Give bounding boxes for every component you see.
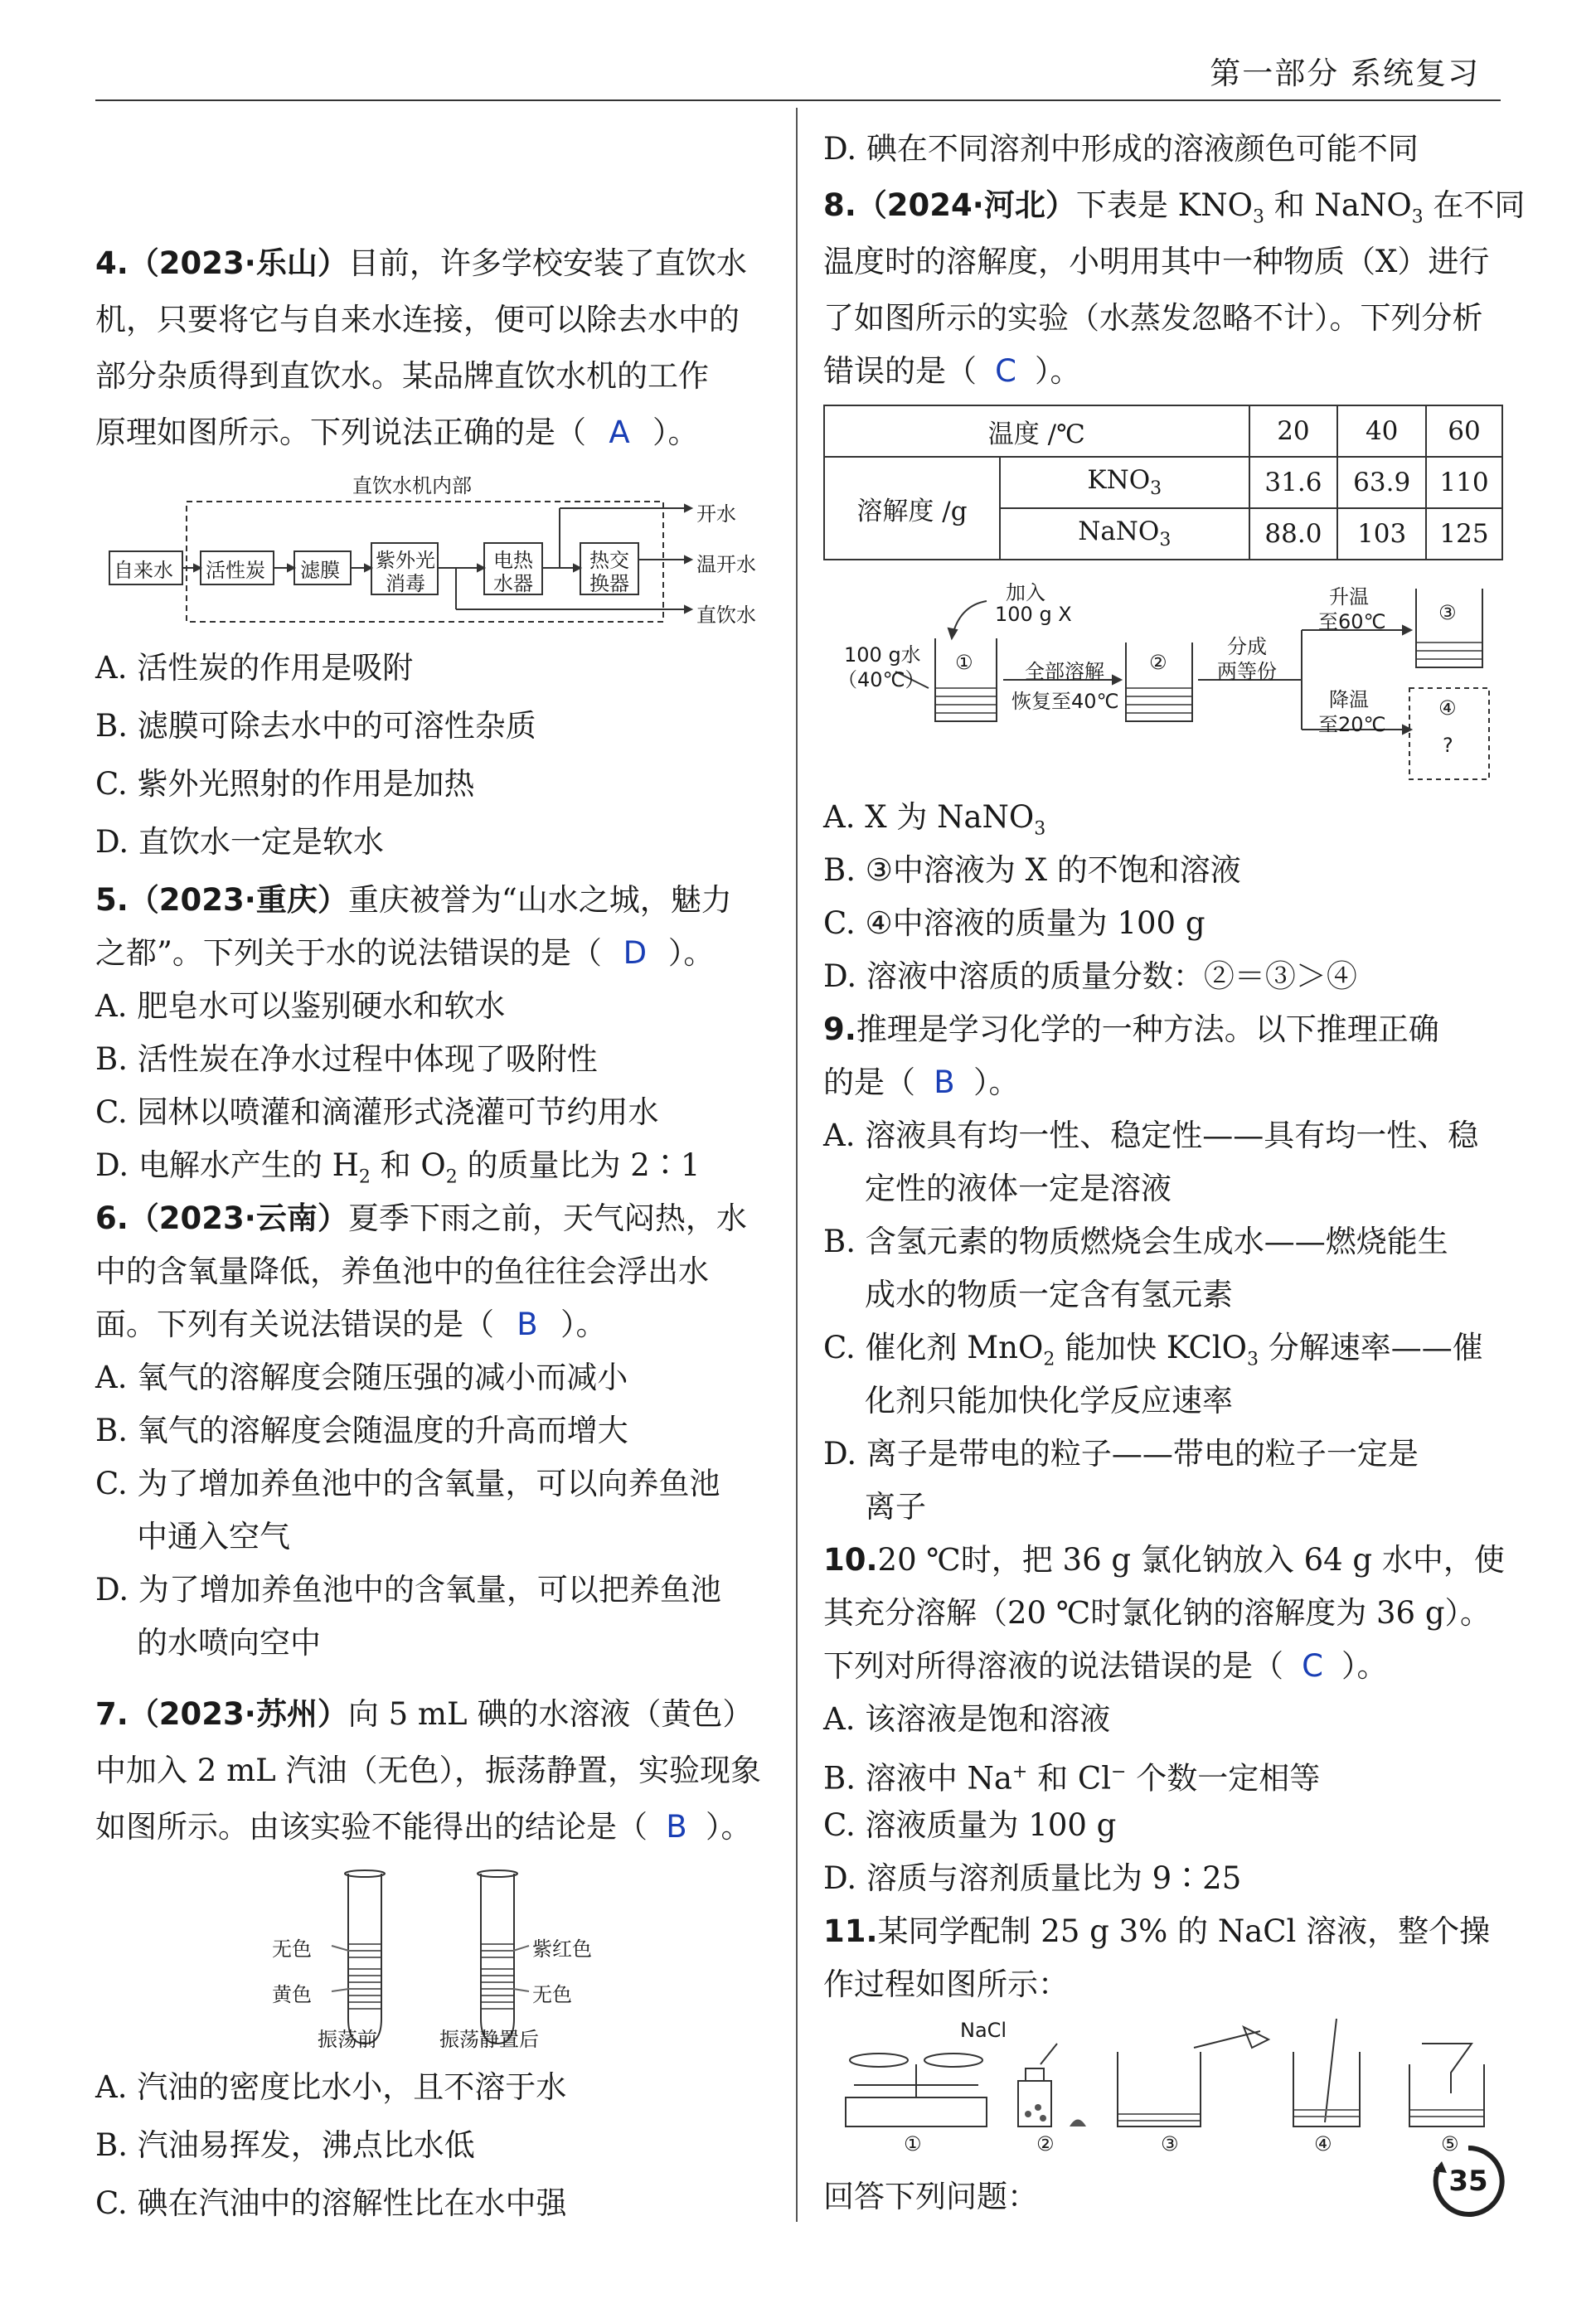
cool-label-2: 至20℃ (1318, 713, 1386, 736)
q5-d-text: D. 电解水产生的 H (95, 1147, 359, 1183)
q4-text: 原理如图所示。下列说法正确的是（ (95, 415, 586, 450)
output-boiling: 开水 (696, 502, 736, 526)
subscript: 3 (1411, 206, 1424, 228)
q5-d-text: 的质量比为 2∶1 (457, 1147, 701, 1183)
q7-stem-line3 (95, 1804, 752, 1850)
q4-option-c: C. 紫外光照射的作用是加热 (95, 766, 475, 802)
q7-stem-line1 (95, 1691, 753, 1738)
table-cell: 125 (1426, 508, 1502, 560)
table-cell: 88.0 (1249, 508, 1338, 560)
q7-option-c: C. 碘在汽油中的溶解性比在水中强 (95, 2185, 567, 2221)
step-2-mark: ② (1036, 2132, 1055, 2156)
q7-answer: B (666, 1809, 687, 1845)
q8-option-d: D. 溶液中溶质的质量分数：②＝③＞④ (823, 958, 1357, 994)
subscript: 3 (1246, 1349, 1259, 1370)
q5-text: ）。 (667, 935, 715, 971)
q6-text: 夏季下雨之前，天气闷热，水 (347, 1200, 747, 1236)
add-label-2: 100 g X (995, 603, 1072, 626)
q5-option-c: C. 园林以喷灌和滴灌形式浇灌可节约用水 (95, 1094, 659, 1130)
q6-option-c: C. 为了增加养鱼池中的含氧量，可以向养鱼池 (95, 1466, 720, 1501)
q4-stem-line2: 机，只要将它与自来水连接，便可以除去水中的 (95, 302, 740, 337)
q8-answer: C (995, 353, 1016, 389)
water-label-2: （40℃） (837, 668, 925, 691)
q9-stem-line2 (823, 1060, 1020, 1106)
step-1-mark: ① (904, 2132, 922, 2156)
q5-answer: D (623, 935, 648, 971)
tube1-label-top: 无色 (272, 1937, 312, 1961)
q4-text: 目前，许多学校安装了直饮水 (347, 245, 747, 281)
unknown-mark: ? (1443, 734, 1453, 757)
q10-b-text: B. 溶液中 Na (823, 1760, 1012, 1797)
box-tap-water: 自来水 (114, 559, 173, 582)
q8-option-b: B. ③中溶液为 X 的不饱和溶液 (823, 852, 1241, 888)
q9-text: 的是（ (823, 1064, 915, 1100)
q5-option-b: B. 活性炭在净水过程中体现了吸附性 (95, 1041, 598, 1077)
q10-stem-line3 (823, 1643, 1388, 1690)
diagram-title: 直饮水机内部 (352, 474, 472, 497)
subscript: 3 (1034, 818, 1046, 840)
q7-stem-line2: 中加入 2 mL 汽油（无色），振荡静置，实验现象 (95, 1753, 761, 1788)
q6-text: 面。下列有关说法错误的是（ (95, 1307, 494, 1342)
temp-header: 温度 /℃ (824, 405, 1249, 457)
box-heater-line2: 水器 (493, 572, 533, 595)
q10-option-c: C. 溶液质量为 100 g (823, 1807, 1117, 1843)
step2-label-2: 两等份 (1217, 660, 1277, 683)
q11-stem-line2: 作过程如图所示： (823, 1966, 1069, 2002)
q10-text: 下列对所得溶液的说法错误的是（ (823, 1648, 1283, 1684)
q4-answer: A (609, 415, 630, 450)
nacl-label: NaCl (960, 2019, 1007, 2042)
table-cell: 31.6 (1249, 457, 1338, 508)
q5-source: （2023·重庆） (128, 882, 348, 918)
add-label-1: 加入 (1006, 581, 1045, 604)
q9-option-a-cont: 定性的液体一定是溶液 (865, 1171, 1172, 1206)
q9-c-text: 能加快 KClO (1055, 1330, 1247, 1365)
output-warm: 温开水 (696, 553, 756, 576)
q4-option-b: B. 滤膜可除去水中的可溶性杂质 (95, 708, 536, 744)
q9-c-text: 分解速率——催 (1258, 1330, 1483, 1365)
beaker-4-mark: ④ (1438, 696, 1457, 720)
q11-number: 11. (823, 1913, 878, 1949)
tube2-caption: 振荡静置后 (439, 2028, 539, 2051)
q8-stem-line3: 了如图所示的实验（水蒸发忽略不计）。下列分析 (823, 300, 1483, 336)
q9-option-c-cont: 化剂只能加快化学反应速率 (865, 1383, 1233, 1418)
q4-stem-line3: 部分杂质得到直饮水。某品牌直饮水机的工作 (95, 358, 709, 394)
q8-text: 在不同 (1423, 187, 1526, 223)
table-cell (1000, 508, 1249, 560)
step-4-mark: ④ (1314, 2132, 1332, 2156)
q8-number: 8. (823, 187, 856, 223)
q8-text: 下表是 KNO (1075, 187, 1253, 223)
q7-option-d: D. 碘在不同溶剂中形成的溶液颜色可能不同 (823, 131, 1419, 167)
cool-label-1: 降温 (1329, 688, 1369, 711)
q4-stem-line1 (95, 240, 747, 287)
q11-tail: 回答下列问题： (823, 2179, 1038, 2214)
q5-stem-line1 (95, 877, 732, 924)
q4-option-a: A. 活性炭的作用是吸附 (95, 650, 414, 686)
q8-option-c: C. ④中溶液的质量为 100 g (823, 905, 1205, 941)
box-uv-line1: 紫外光 (376, 549, 435, 572)
q11-stem-line1 (823, 1908, 1490, 1955)
page-number: 35 (1448, 2165, 1488, 2198)
q6-option-a: A. 氧气的溶解度会随压强的减小而减小 (95, 1360, 628, 1395)
q11-text: 某同学配制 25 g 3% 的 NaCl 溶液，整个操 (877, 1913, 1491, 1949)
q10-option-b (823, 1749, 1320, 1802)
q10-answer: C (1302, 1648, 1323, 1684)
subscript: 3 (1252, 206, 1264, 228)
nano3-label: NaNO (1078, 516, 1160, 547)
heat-label-1: 升温 (1329, 585, 1369, 609)
q8-option-a (823, 794, 1045, 852)
subscript: 3 (1159, 530, 1172, 551)
q10-stem-line1 (823, 1537, 1505, 1583)
q5-text: 之都”。下列关于水的说法错误的是（ (95, 935, 602, 971)
q9-option-d: D. 离子是带电的粒子——带电的粒子一定是 (823, 1436, 1419, 1472)
tube1-caption: 振荡前 (318, 2028, 377, 2051)
q6-option-c-cont: 中通入空气 (137, 1519, 290, 1554)
kno3-label: KNO (1087, 465, 1151, 496)
q9-stem-line1 (823, 1006, 1439, 1053)
q5-stem-line2 (95, 930, 714, 977)
q8-stem-line4 (823, 348, 1081, 395)
box-exchanger-line1: 热交 (589, 549, 629, 572)
q6-option-b: B. 氧气的溶解度会随温度的升高而增大 (95, 1413, 628, 1448)
solubility-table (823, 405, 1503, 560)
q10-b-text: 个数一定相等 (1126, 1760, 1321, 1797)
beaker-3-mark: ③ (1438, 601, 1457, 624)
q4-option-d: D. 直饮水一定是软水 (95, 824, 384, 860)
q9-option-b: B. 含氢元素的物质燃烧会生成水——燃烧能生 (823, 1224, 1448, 1259)
experiment-flow-diagram (829, 580, 1509, 788)
q7-text: 如图所示。由该实验不能得出的结论是（ (95, 1809, 648, 1845)
q9-text: 推理是学习化学的一种方法。以下推理正确 (856, 1011, 1439, 1047)
step2-label-1: 分成 (1227, 635, 1267, 658)
q5-option-d (95, 1142, 700, 1200)
q4-number: 4. (95, 245, 129, 281)
q9-option-c (823, 1325, 1483, 1383)
q9-text: ）。 (973, 1064, 1020, 1100)
table-cell: 60 (1426, 405, 1502, 457)
step-3-mark: ③ (1161, 2132, 1179, 2156)
q9-answer: B (934, 1064, 955, 1100)
q8-stem-line1 (823, 182, 1525, 240)
subscript: 3 (1150, 478, 1162, 500)
heat-label-2: 至60℃ (1318, 610, 1386, 633)
tube2-label-bottom: 无色 (532, 1983, 572, 2006)
q9-option-d-cont: 离子 (865, 1489, 926, 1525)
q8-text: ）。 (1035, 353, 1081, 389)
q8-a-text: A. X 为 NaNO (823, 799, 1035, 835)
q10-stem-line2: 其充分溶解（20 ℃时氯化钠的溶解度为 36 g）。 (823, 1595, 1492, 1631)
q5-number: 5. (95, 882, 129, 918)
q6-source: （2023·云南） (128, 1200, 348, 1236)
q8-text: 错误的是（ (823, 353, 977, 389)
q9-number: 9. (823, 1011, 856, 1047)
beaker-2-mark: ② (1149, 651, 1167, 674)
subscript: 2 (445, 1166, 458, 1188)
subscript: 2 (358, 1166, 371, 1188)
q6-stem-line3 (95, 1302, 607, 1348)
q7-option-a: A. 汽油的密度比水小，且不溶于水 (95, 2069, 567, 2105)
table-cell: 110 (1426, 457, 1502, 508)
q10-option-d: D. 溶质与溶剂质量比为 9∶25 (823, 1860, 1242, 1896)
q8-source: （2024·河北） (856, 187, 1076, 223)
q6-option-d-cont: 的水喷向空中 (137, 1625, 321, 1661)
step-5-mark: ⑤ (1441, 2132, 1459, 2156)
q6-text: ）。 (560, 1307, 607, 1342)
beaker-1-mark: ① (955, 651, 973, 674)
page-number-badge (1430, 2143, 1506, 2219)
q7-number: 7. (95, 1696, 129, 1732)
q6-stem-line2: 中的含氧量降低，养鱼池中的鱼往往会浮出水 (95, 1254, 709, 1289)
q7-text: ）。 (706, 1809, 752, 1845)
q5-d-text: 和 O (370, 1147, 446, 1183)
q10-b-text: 和 Cl (1027, 1760, 1112, 1797)
q7-option-b: B. 汽油易挥发，沸点比水低 (95, 2127, 475, 2163)
q6-stem-line1 (95, 1195, 747, 1242)
page-header (95, 41, 1501, 101)
q8-text: 和 NaNO (1264, 187, 1412, 223)
table-cell: 63.9 (1337, 457, 1426, 508)
q10-text: 20 ℃时，把 36 g 氯化钠放入 64 g 水中，使 (877, 1542, 1505, 1578)
q8-stem-line2: 温度时的溶解度，小明用其中一种物质（X）进行 (823, 244, 1490, 279)
q10-option-a: A. 该溶液是饱和溶液 (823, 1701, 1111, 1737)
table-row (824, 457, 1502, 508)
table-cell (1000, 457, 1249, 508)
output-direct: 直饮水 (696, 604, 756, 627)
q10-text: ）。 (1341, 1648, 1388, 1684)
tube2-label-top: 紫红色 (532, 1937, 592, 1961)
table-cell: 40 (1337, 405, 1426, 457)
table-row (824, 405, 1502, 457)
subscript: 2 (1043, 1349, 1055, 1370)
tube1-label-bottom: 黄色 (272, 1983, 312, 2006)
q7-text: 向 5 mL 碘的水溶液（黄色） (347, 1696, 754, 1732)
q5-text: 重庆被誉为“山水之城，魅力 (347, 882, 732, 918)
solubility-header: 溶解度 /g (824, 457, 1000, 560)
box-activated-carbon: 活性炭 (206, 559, 265, 582)
superscript: + (1011, 1762, 1028, 1782)
q6-number: 6. (95, 1200, 129, 1236)
box-heater-line1: 电热 (493, 549, 533, 572)
step1-label-1: 全部溶解 (1025, 660, 1104, 683)
q7-source: （2023·苏州） (128, 1696, 348, 1732)
q6-answer: B (517, 1307, 538, 1342)
step1-label-2: 恢复至40℃ (1011, 690, 1119, 713)
box-filter-membrane: 滤膜 (300, 559, 340, 582)
q9-c-text: C. 催化剂 MnO (823, 1330, 1044, 1365)
box-exchanger-line2: 换器 (589, 572, 629, 595)
q10-number: 10. (823, 1542, 878, 1578)
q4-stem-line4 (95, 410, 699, 456)
q4-text: ）。 (652, 415, 699, 450)
box-uv-line2: 消毒 (386, 572, 425, 595)
table-cell: 20 (1249, 405, 1338, 457)
table-cell: 103 (1337, 508, 1426, 560)
superscript: − (1111, 1762, 1127, 1782)
q6-option-d: D. 为了增加养鱼池中的含氧量，可以把养鱼池 (95, 1572, 721, 1608)
q5-option-a: A. 肥皂水可以鉴别硬水和软水 (95, 988, 506, 1024)
q9-option-a: A. 溶液具有均一性、稳定性——具有均一性、稳 (823, 1118, 1479, 1153)
q9-option-b-cont: 成水的物质一定含有氢元素 (865, 1277, 1233, 1312)
section-title: 第一部分 系统复习 (1210, 56, 1480, 91)
q4-source: （2023·乐山） (128, 245, 348, 281)
column-divider (796, 108, 798, 2222)
water-label-1: 100 g水 (844, 643, 921, 667)
